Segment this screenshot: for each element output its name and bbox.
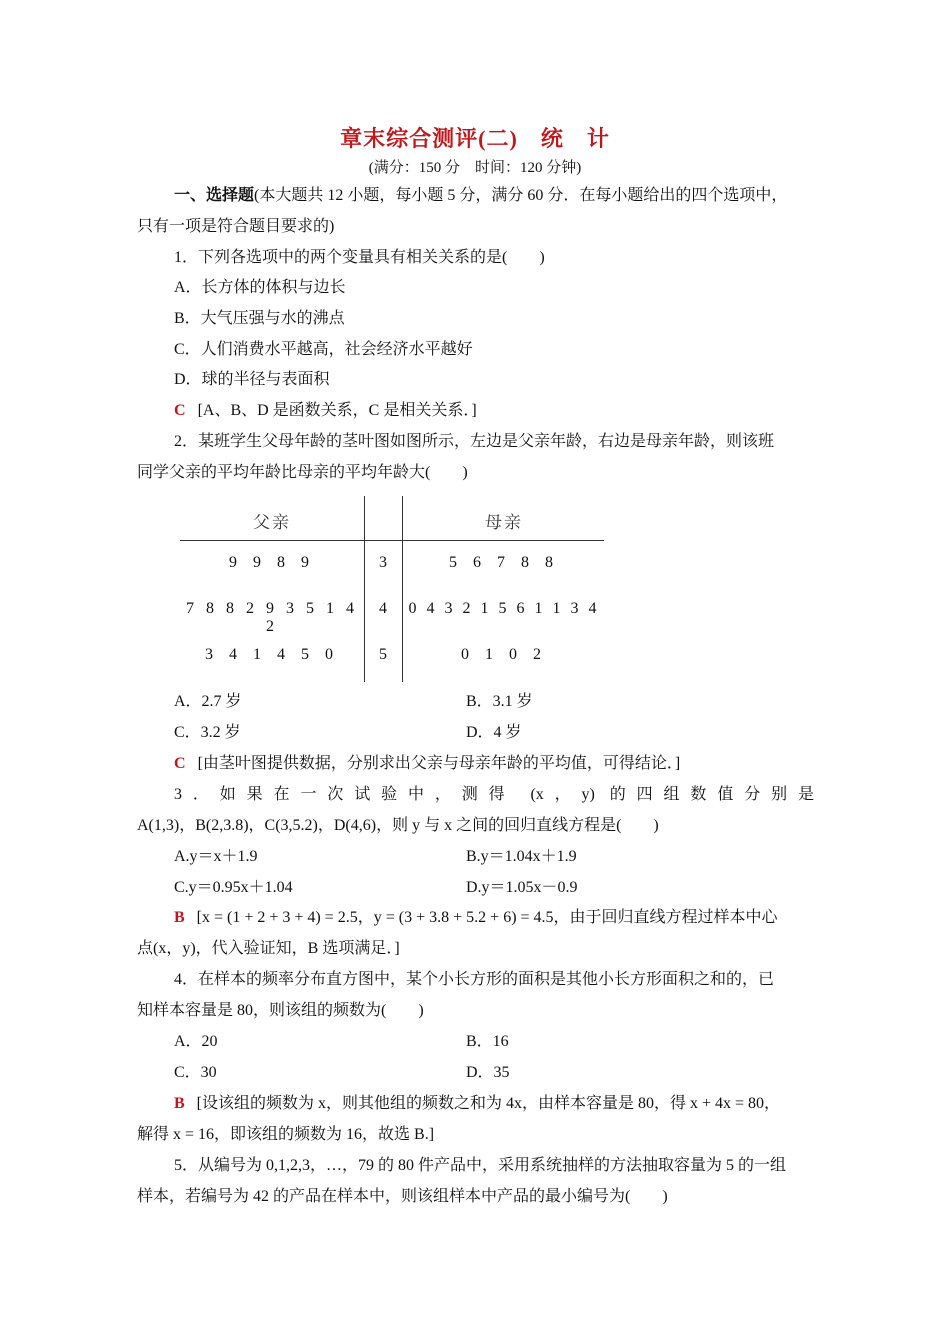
q3-answer: B bbox=[174, 909, 185, 926]
q1-answer-line bbox=[174, 401, 477, 421]
q4-stem-1: 4．在样本的频率分布直方图中，某个小长方形的面积是其他小长方形面积之和的，已 bbox=[174, 971, 775, 988]
q3-option-c: C.y＝0.95x＋1.04 bbox=[174, 879, 293, 896]
q3-stem-2: A(1,3)，B(2,3.8)，C(3,5.2)，D(4,6)，则 y 与 x 之间的回归直线方程是( ) bbox=[137, 817, 659, 834]
q4-option-b: B．16 bbox=[466, 1033, 509, 1050]
q1-stem: 1．下列各选项中的两个变量具有相关关系的是( ) bbox=[174, 249, 545, 266]
page-title: 章末综合测评(二) 统 计 bbox=[340, 126, 610, 151]
q1-option-a: A．长方体的体积与边长 bbox=[174, 279, 346, 296]
q2-explain: [由茎叶图提供数据，分别求出父亲与母亲年龄的平均值，可得结论．] bbox=[197, 755, 681, 772]
section-header bbox=[174, 186, 787, 206]
row3-father-leaves: 3 4 1 4 5 0 bbox=[205, 646, 339, 663]
row2-father-leaves: 7 8 8 2 9 3 5 1 4 2 bbox=[186, 600, 358, 635]
row3-mother-leaves: 0 1 0 2 bbox=[461, 646, 547, 663]
q2-stem-1: 2．某班学生父母年龄的茎叶图如图所示，左边是父亲年龄，右边是母亲年龄，则该班 bbox=[174, 433, 775, 450]
page-subtitle: (满分：150 分 时间：120 分钟) bbox=[368, 160, 582, 176]
q4-answer: B bbox=[174, 1095, 185, 1112]
q3-explain-1: [x = (1 + 2 + 3 + 4) = 2.5，y = (3 + 3.8 + 5.2 + 6) = 4.5，由于回归直线方程过样本中心 bbox=[196, 909, 778, 926]
row2-stem: 4 bbox=[379, 600, 387, 617]
q4-option-c: C．30 bbox=[174, 1064, 217, 1081]
q2-stem-2: 同学父亲的平均年龄比母亲的平均年龄大( ) bbox=[137, 464, 468, 481]
section-label: 一、选择题 bbox=[174, 187, 255, 204]
q2-answer-line bbox=[174, 754, 680, 774]
q1-explain: [A、B、D 是函数关系，C 是相关关系．] bbox=[197, 402, 477, 419]
q4-option-d: D．35 bbox=[466, 1064, 510, 1081]
q5-stem-1: 5．从编号为 0,1,2,3，…，79 的 80 件产品中，采用系统抽样的方法抽取容量为 5 的一组 bbox=[174, 1157, 787, 1174]
section-desc-2: 只有一项是符合题目要求的) bbox=[137, 218, 335, 235]
q1-answer: C bbox=[174, 402, 186, 419]
q1-option-c: C．人们消费水平越高，社会经济水平越好 bbox=[174, 341, 473, 358]
row1-father-leaves: 9 9 8 9 bbox=[229, 554, 315, 571]
q3-option-a: A.y＝x＋1.9 bbox=[174, 848, 258, 865]
q4-explain-1: [设该组的频数为 x，则其他组的频数之和为 4x，由样本容量是 80，得 x + 4x = 80， bbox=[196, 1095, 781, 1112]
table-header-rule bbox=[180, 540, 604, 541]
stem-leaf-table bbox=[180, 496, 606, 682]
mother-header: 母亲 bbox=[485, 513, 523, 532]
q3-stem-1: 3．如果在一次试验中，测得 (x，y) 的四组数值分别是 bbox=[174, 786, 814, 803]
q4-stem-2: 知样本容量是 80，则该组的频数为( ) bbox=[137, 1002, 424, 1019]
q3-explain-2: 点(x，y)，代入验证知，B 选项满足．] bbox=[137, 940, 400, 957]
q5-stem-2: 样本，若编号为 42 的产品在样本中，则该组样本中产品的最小编号为( ) bbox=[137, 1188, 668, 1205]
q3-option-d: D.y＝1.05x－0.9 bbox=[466, 879, 578, 896]
q4-answer-line bbox=[174, 1094, 780, 1114]
section-desc-1: (本大题共 12 小题，每小题 5 分，满分 60 分．在每小题给出的四个选项中， bbox=[254, 187, 788, 204]
q3-option-b: B.y＝1.04x＋1.9 bbox=[466, 848, 577, 865]
q1-option-b: B．大气压强与水的沸点 bbox=[174, 310, 345, 327]
q2-answer: C bbox=[174, 755, 186, 772]
q2-option-c: C．3.2 岁 bbox=[174, 724, 241, 741]
q2-option-d: D．4 岁 bbox=[466, 724, 522, 741]
row1-mother-leaves: 5 6 7 8 8 bbox=[449, 554, 559, 571]
row2-mother-leaves: 0 4 3 2 1 5 6 1 1 3 4 bbox=[408, 600, 600, 617]
q4-option-a: A．20 bbox=[174, 1033, 218, 1050]
q2-option-b: B．3.1 岁 bbox=[466, 693, 533, 710]
row3-stem: 5 bbox=[379, 646, 387, 663]
row1-stem: 3 bbox=[379, 554, 387, 571]
q4-explain-2: 解得 x = 16，即该组的频数为 16，故选 B.] bbox=[137, 1126, 435, 1143]
q2-option-a: A．2.7 岁 bbox=[174, 693, 242, 710]
q1-option-d: D．球的半径与表面积 bbox=[174, 371, 330, 388]
q3-answer-line bbox=[174, 908, 778, 928]
father-header: 父亲 bbox=[253, 513, 291, 532]
